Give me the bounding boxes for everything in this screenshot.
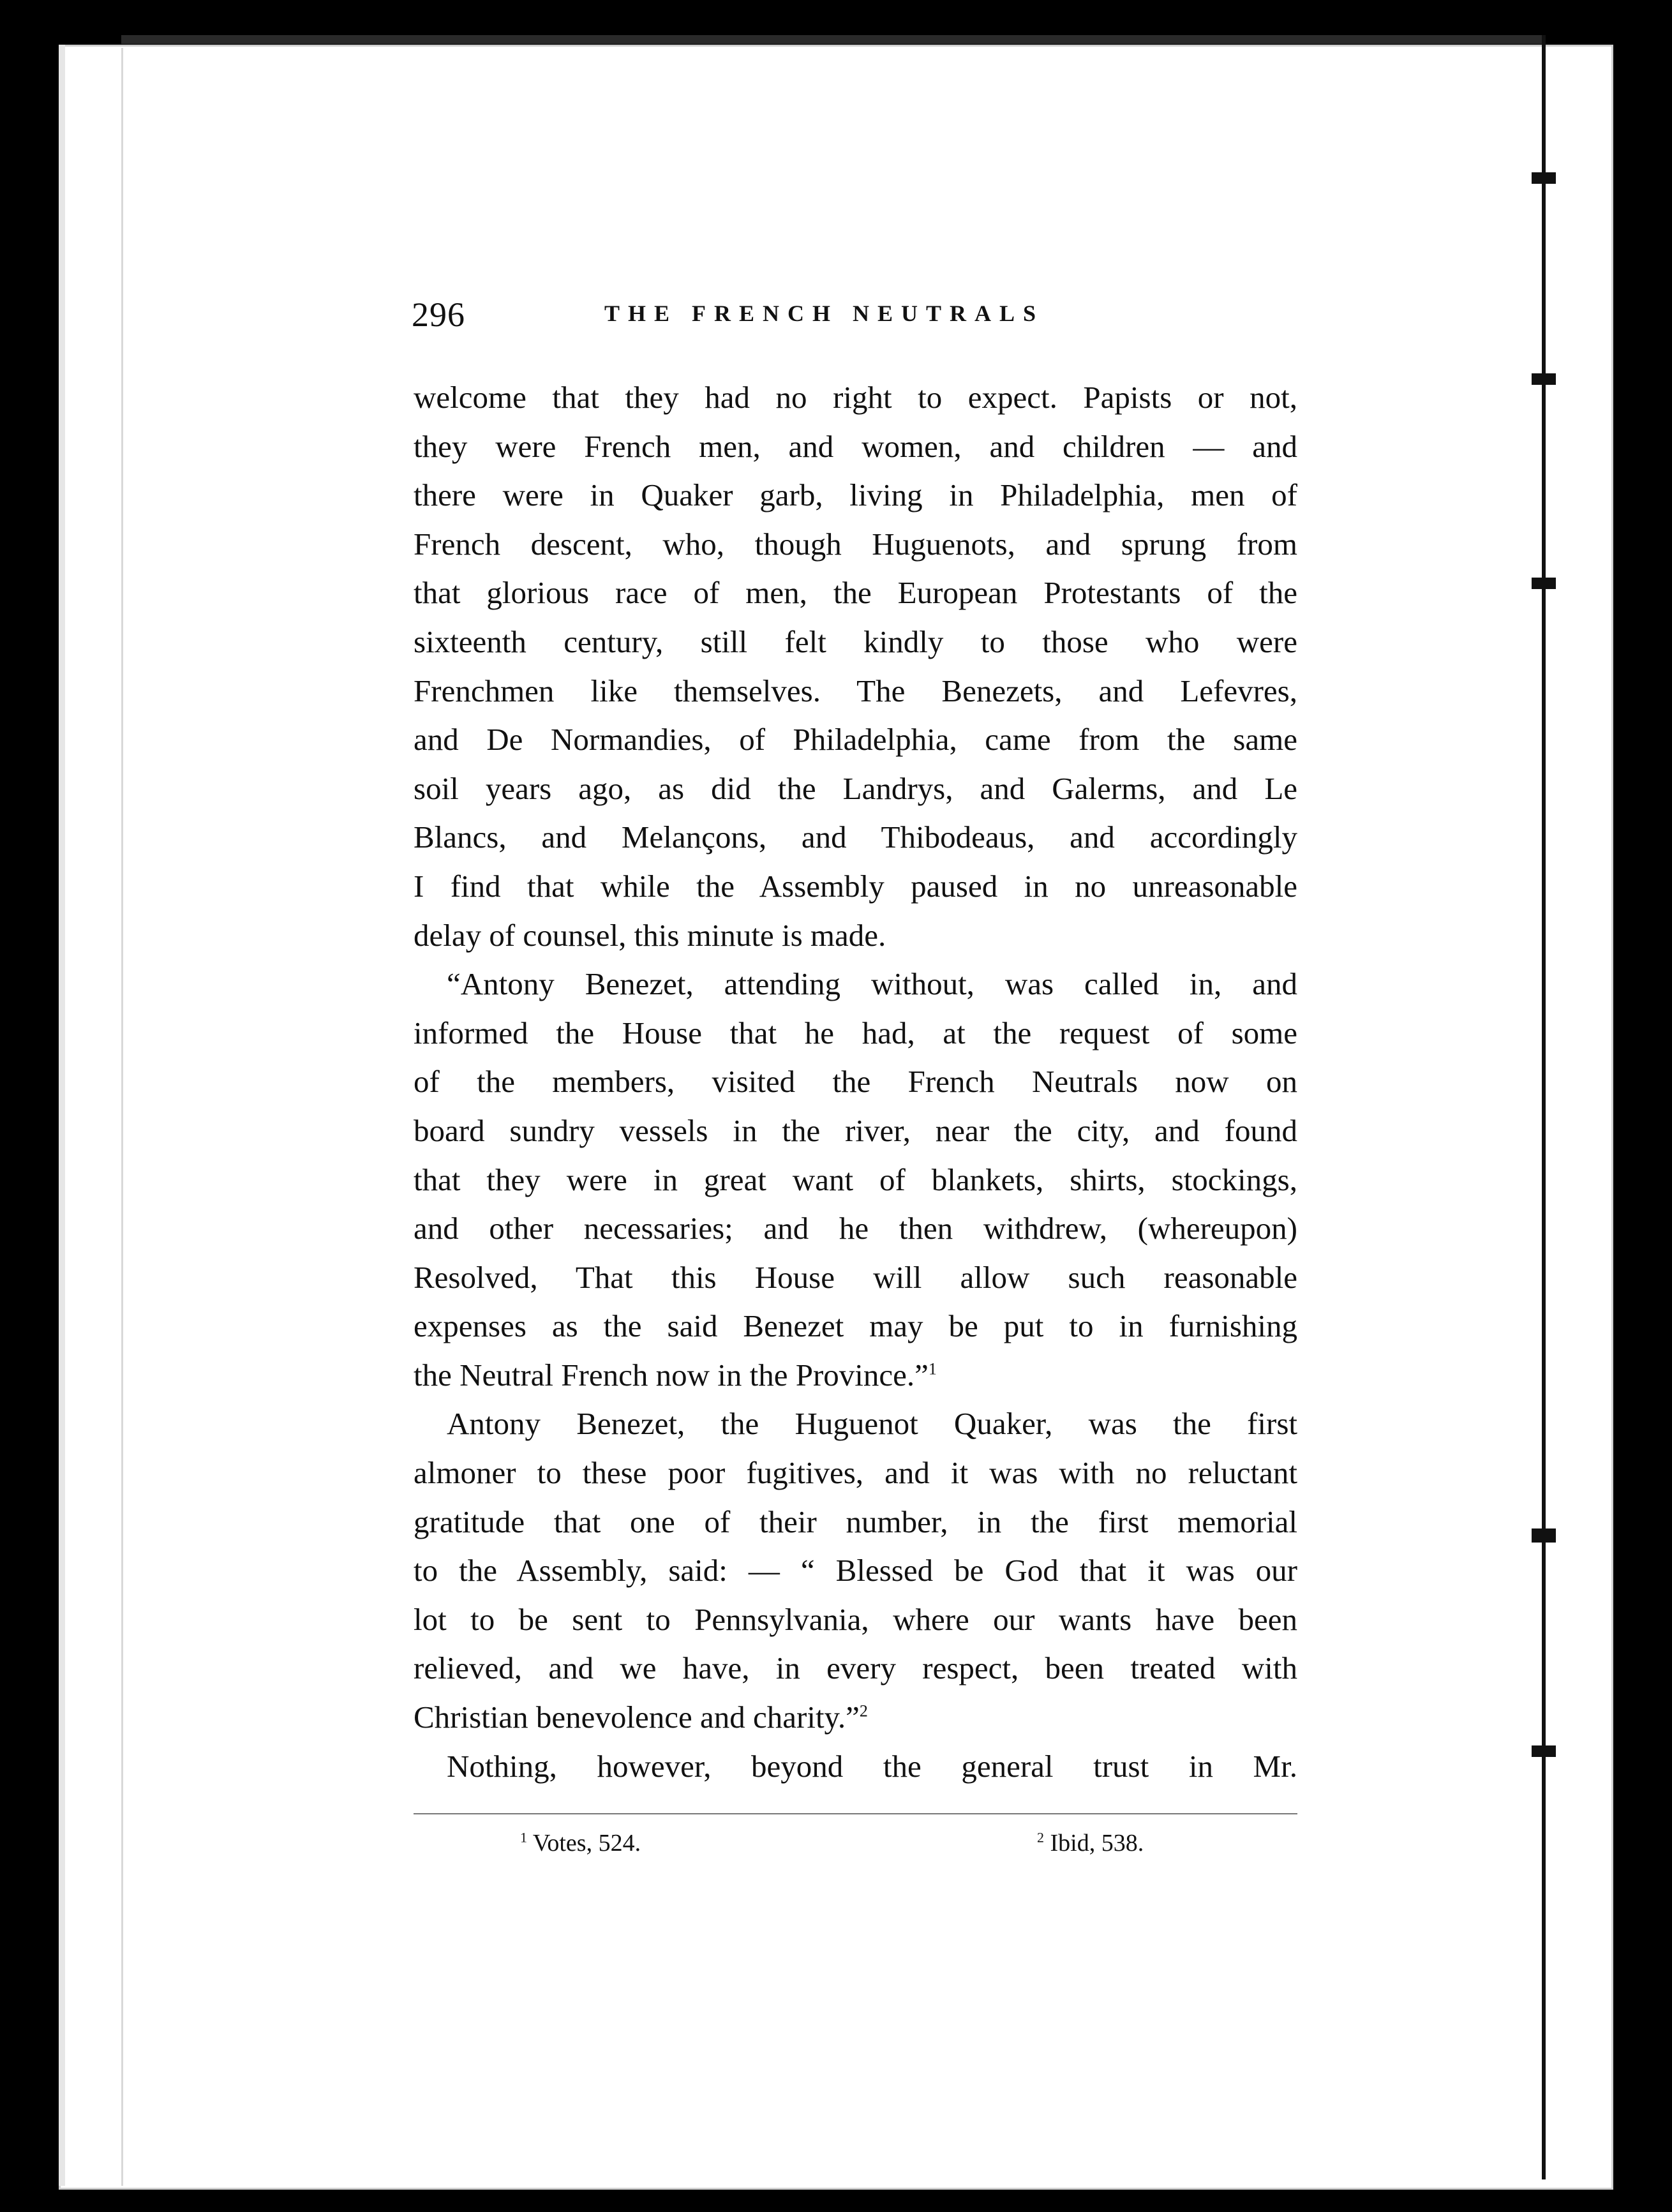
text-line: board sundry vessels in the river, near the city, and found bbox=[414, 1112, 1297, 1148]
text-line: I find that while the Assembly paused in no unreasonable bbox=[414, 868, 1297, 904]
footnote-text: Ibid, 538. bbox=[1050, 1830, 1144, 1857]
paragraph bbox=[414, 1742, 1297, 1791]
text-line: of the members, visited the French Neutrals now on bbox=[414, 1064, 1297, 1100]
text-line: Resolved, That this House will allow such reasonable bbox=[414, 1259, 1297, 1295]
text-line: informed the House that he had, at the request of some bbox=[414, 1015, 1297, 1050]
running-title: THE FRENCH NEUTRALS bbox=[604, 301, 1045, 326]
text-line-content: the Neutral French now in the Province.” bbox=[414, 1357, 929, 1393]
paragraph bbox=[414, 373, 1297, 960]
footnote-text: Votes, 524. bbox=[532, 1830, 641, 1857]
text-line: there were in Quaker garb, living in Philadelphia, men of bbox=[414, 477, 1297, 513]
text-line: gratitude that one of their number, in the first memorial bbox=[414, 1504, 1297, 1539]
text-line: French descent, who, though Huguenots, and sprung from bbox=[414, 526, 1297, 562]
scan-edge-mark bbox=[1532, 373, 1556, 385]
text-line: welcome that they had no right to expect. Papists or not, bbox=[414, 380, 1297, 415]
scan-edge-mark bbox=[1532, 1745, 1556, 1757]
text-line: that they were in great want of blankets, shirts, stockings, bbox=[414, 1162, 1297, 1197]
scan-edge-mark bbox=[1532, 578, 1556, 589]
text-line: Nothing, however, beyond the general trust in Mr. bbox=[447, 1748, 1297, 1784]
paragraph bbox=[414, 1400, 1297, 1742]
text-line: Antony Benezet, the Huguenot Quaker, was the first bbox=[447, 1406, 1297, 1442]
scan-top-shadow bbox=[121, 35, 1544, 44]
text-line: Frenchmen like themselves. The Benezets, and Lefevres, bbox=[414, 673, 1297, 708]
body-text bbox=[414, 373, 1297, 1791]
text-line: “Antony Benezet, attending without, was called in, and bbox=[447, 966, 1297, 1002]
scan-edge-mark bbox=[1532, 1528, 1556, 1543]
text-line: and De Normandies, of Philadelphia, came from the same bbox=[414, 722, 1297, 758]
text-line-content: Christian benevolence and charity.” bbox=[414, 1700, 860, 1735]
text-line: soil years ago, as did the Landrys, and Galerms, and Le bbox=[414, 770, 1297, 806]
text-line: sixteenth century, still felt kindly to those who were bbox=[414, 624, 1297, 659]
footnote-reference: 2 bbox=[859, 1701, 868, 1721]
text-line: lot to be sent to Pennsylvania, where our wants have been bbox=[414, 1601, 1297, 1637]
text-line bbox=[414, 1693, 1297, 1742]
footnote-mark: 1 bbox=[520, 1829, 527, 1846]
text-line: they were French men, and women, and children — and bbox=[414, 428, 1297, 464]
text-line: relieved, and we have, in every respect, been treated with bbox=[414, 1650, 1297, 1686]
text-line: Blancs, and Melançons, and Thibodeaus, and accordingly bbox=[414, 819, 1297, 855]
footnote bbox=[1037, 1829, 1144, 1857]
footnotes bbox=[0, 1829, 1672, 1867]
text-line: expenses as the said Benezet may be put to in furnishing bbox=[414, 1308, 1297, 1344]
text-line: almoner to these poor fugitives, and it was with no reluctant bbox=[414, 1455, 1297, 1491]
quoted-paragraph bbox=[414, 960, 1297, 1400]
text-line: that glorious race of men, the European Protestants of the bbox=[414, 575, 1297, 611]
text-line: to the Assembly, said: — “ Blessed be God that it was our bbox=[414, 1553, 1297, 1588]
text-line: and other necessaries; and he then withdrew, (whereupon) bbox=[414, 1211, 1297, 1246]
running-head bbox=[412, 295, 1672, 340]
text-line: delay of counsel, this minute is made. bbox=[414, 917, 886, 953]
footnote-mark: 2 bbox=[1037, 1829, 1044, 1846]
footnote bbox=[520, 1829, 641, 1857]
text-line bbox=[414, 1351, 1297, 1400]
scan-edge-mark bbox=[1532, 172, 1556, 184]
page-number: 296 bbox=[412, 295, 465, 334]
footnote-reference: 1 bbox=[928, 1359, 937, 1379]
footnote-divider bbox=[414, 1813, 1297, 1814]
